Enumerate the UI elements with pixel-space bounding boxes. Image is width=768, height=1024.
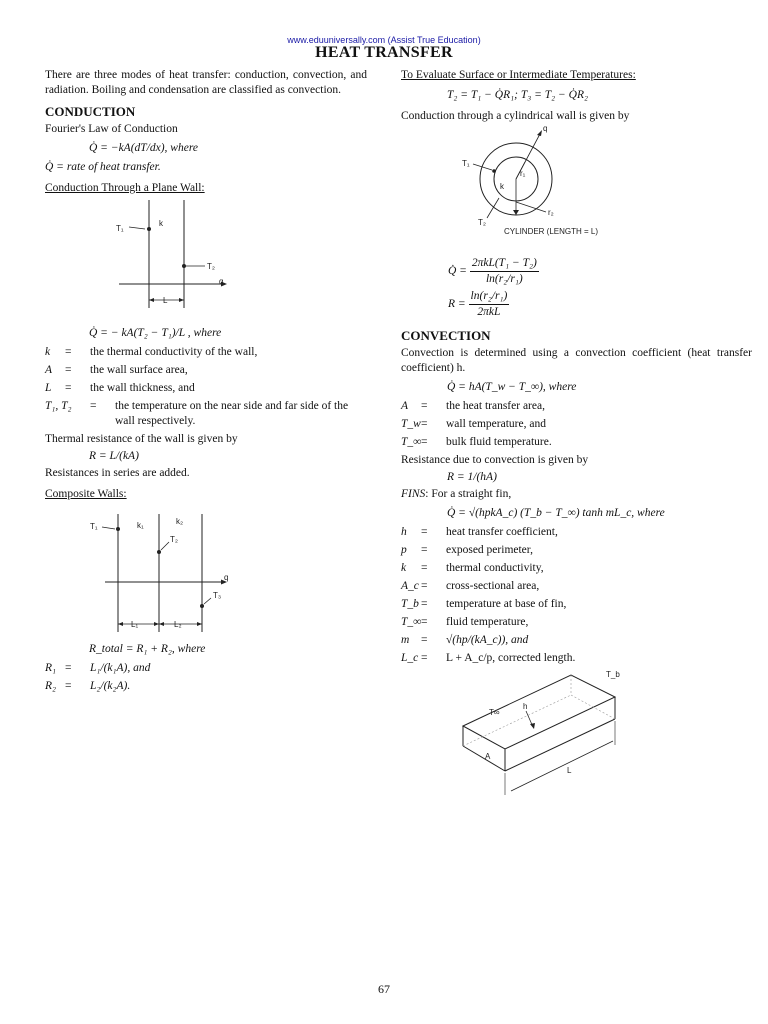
thermal-resistance-equation: R = L/(kA) xyxy=(89,450,139,462)
cylinder-r-equation: R = $\frac{\text{ln(r₂/r₁)}}{\text{2πkL}}$ xyxy=(448,290,508,318)
definition-row: A_c = cross-sectional area, xyxy=(401,580,540,592)
conduction-heading: CONDUCTION xyxy=(45,104,136,119)
definition-row: m = √(hp/(kA_c)), and xyxy=(401,634,529,646)
page-title: HEAT TRANSFER xyxy=(315,44,453,61)
convection-text: Convection is determined using a convection coefficient (heat transfer coefficient) h. xyxy=(401,347,752,374)
rtotal-equation: R_total = R₁ + R₂, where xyxy=(89,643,206,655)
svg-text:q: q xyxy=(219,277,224,286)
svg-text:T_b: T_b xyxy=(606,670,620,679)
definition-row: T_w = wall temperature, and xyxy=(401,418,546,430)
svg-text:L₁: L₁ xyxy=(131,620,139,629)
fin-diagram xyxy=(401,669,752,819)
fin-equation: Q̇ = √(hpkA_c) (T_b − T_∞) tanh mL_c, where xyxy=(447,507,665,519)
cylinder-q-equation: Q̇ = $\frac{\text{2πkL(T₁ − T₂)}}{\text{ln(r₂/r₁)}}$ xyxy=(448,257,537,285)
svg-text:T₃: T₃ xyxy=(213,591,222,600)
definition-row: T_∞ = fluid temperature, xyxy=(401,616,529,628)
svg-text:k: k xyxy=(500,182,504,191)
left-column xyxy=(45,68,367,697)
svg-text:k₁: k₁ xyxy=(137,521,144,530)
definition-row: T_∞ = bulk fluid temperature. xyxy=(401,436,552,448)
svg-text:T₂: T₂ xyxy=(170,535,178,544)
composite-walls-heading: Composite Walls: xyxy=(45,488,127,500)
right-column xyxy=(401,68,752,819)
svg-text:T₂: T₂ xyxy=(207,262,215,271)
fins-label: FINS xyxy=(401,488,426,500)
svg-text:L: L xyxy=(567,766,572,775)
fins-line xyxy=(401,487,752,502)
definition-row: L_c = L + A_c/p, corrected length. xyxy=(401,652,576,664)
cylinder-text: Conduction through a cylindrical wall is given by xyxy=(401,110,630,122)
definition-row: T_b = temperature at base of fin, xyxy=(401,598,567,610)
plane-wall-definitions xyxy=(45,345,367,429)
convection-equation: Q̇ = hA(T_w − T_∞), where xyxy=(447,381,577,393)
qdot-definition: Q̇ = rate of heat transfer. xyxy=(45,161,161,173)
definition-row: R₁ = L₁/(k₁A), and xyxy=(45,662,151,674)
svg-text:q: q xyxy=(543,124,548,133)
surface-temps-heading: To Evaluate Surface or Intermediate Temperatures: xyxy=(401,69,636,81)
composite-wall-diagram xyxy=(45,502,367,642)
definition-row: h = heat transfer coefficient, xyxy=(401,526,558,538)
svg-text:A: A xyxy=(485,752,491,761)
source-url[interactable]: www.eduuniversally.com (Assist True Education) xyxy=(287,35,481,45)
fourier-equation: Q̇ = −kA(dT/dx), where xyxy=(89,142,198,154)
definition-row: k = thermal conductivity, xyxy=(401,562,544,574)
plane-wall-heading: Conduction Through a Plane Wall: xyxy=(45,182,205,194)
fourier-label: Fourier's Law of Conduction xyxy=(45,123,178,135)
definition-row: k = the thermal conductivity of the wall, xyxy=(45,346,258,358)
definition-row: p = exposed perimeter, xyxy=(401,544,534,556)
svg-text:T∞: T∞ xyxy=(489,708,500,717)
svg-text:T₁: T₁ xyxy=(116,224,124,233)
svg-text:q: q xyxy=(224,573,229,582)
svg-text:L: L xyxy=(163,296,168,305)
definition-row: R₂ = L₂/(k₂A). xyxy=(45,680,131,692)
svg-text:k₂: k₂ xyxy=(176,517,184,526)
intro-paragraph: There are three modes of heat transfer: conduction, convection, and radiation. Boiling and condensation are classified as convection. xyxy=(45,69,367,96)
cylinder-figure xyxy=(401,124,752,254)
series-text: Resistances in series are added. xyxy=(45,467,190,479)
svg-text:r₁: r₁ xyxy=(520,169,526,178)
svg-text:L₂: L₂ xyxy=(174,620,182,629)
convection-resistance-equation: R = 1/(hA) xyxy=(447,471,497,483)
surface-temps-equation: T₂ = T₁ − Q̇R₁; T₃ = T₂ − Q̇R₂ xyxy=(447,89,588,101)
fin-figure xyxy=(401,669,752,819)
svg-text:h: h xyxy=(523,702,528,711)
definition-row: A = the wall surface area, xyxy=(45,364,188,376)
definition-row: A = the heat transfer area, xyxy=(401,400,545,412)
cylinder-caption: CYLINDER (LENGTH = L) xyxy=(504,227,599,236)
plane-wall-diagram xyxy=(45,196,367,324)
svg-text:k: k xyxy=(159,219,163,228)
plane-wall-figure xyxy=(45,196,367,324)
svg-text:T₂: T₂ xyxy=(478,218,486,227)
fins-text: : For a straight fin, xyxy=(425,488,512,500)
page-number: 67 xyxy=(378,982,390,996)
definition-row: T₁, T₂ = the temperature on the near side and far side of the wall respectively. xyxy=(45,400,349,427)
svg-text:T₁: T₁ xyxy=(462,159,470,168)
convection-resistance-text: Resistance due to convection is given by xyxy=(401,454,589,466)
svg-text:T₁: T₁ xyxy=(90,522,98,531)
cylinder-diagram xyxy=(401,124,752,254)
composite-wall-figure xyxy=(45,502,367,642)
svg-text:r₂: r₂ xyxy=(548,208,554,217)
convection-heading: CONVECTION xyxy=(401,328,491,343)
thermal-resistance-text: Thermal resistance of the wall is given by xyxy=(45,433,238,445)
plane-wall-equation: Q̇ = − kA(T₂ − T₁)/L , where xyxy=(89,327,222,339)
definition-row: L = the wall thickness, and xyxy=(45,382,195,394)
